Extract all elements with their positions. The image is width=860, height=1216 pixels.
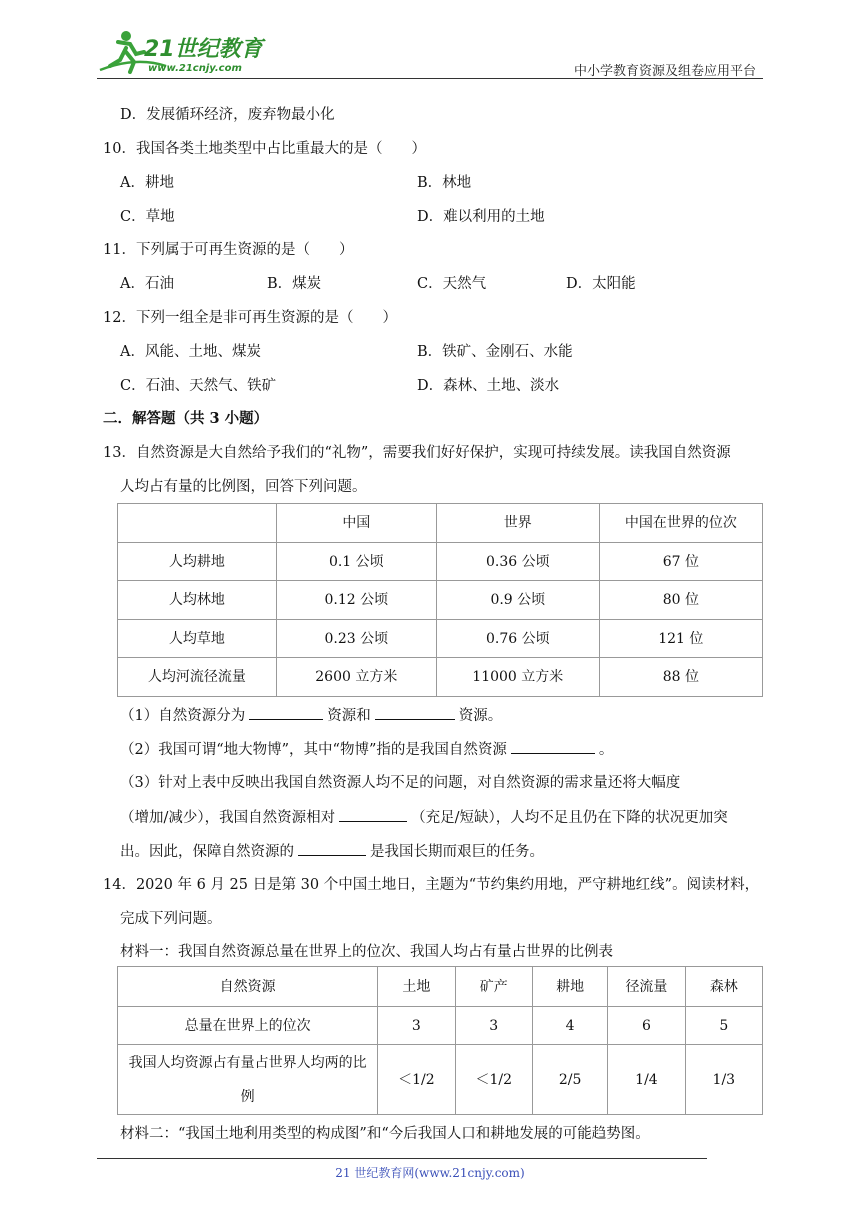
table-row xyxy=(118,1045,763,1115)
q14-stem-line1: 14．2020 年 6 月 25 日是第 30 个中国土地日，主题为“节约集约用地，严守耕地红线”。阅读材料， xyxy=(103,877,760,893)
q13-sub1-text: 资源和 xyxy=(327,708,371,724)
footer-text[interactable]: 21 世纪教育网(www.21cnjy.com) xyxy=(335,1166,525,1180)
table-cell: 0.9 公顷 xyxy=(436,581,599,620)
table-cell: 121 位 xyxy=(599,620,762,658)
q13-sub2 xyxy=(120,739,613,760)
q13-sub1 xyxy=(120,705,502,726)
table-header-cell: 径流量 xyxy=(608,967,685,1007)
answer-blank[interactable] xyxy=(249,705,323,720)
table-header-cell: 中国在世界的位次 xyxy=(599,504,762,543)
table-row xyxy=(118,543,763,581)
table-header-cell: 矿产 xyxy=(455,967,532,1007)
q11-option-a: A．石油 xyxy=(120,276,174,292)
q13-sub3-text: （增加/减少），我国自然资源相对 xyxy=(120,810,336,826)
table-cell: 0.76 公顷 xyxy=(436,620,599,658)
table-cell: 0.1 公顷 xyxy=(276,543,436,581)
table-row xyxy=(118,620,763,658)
q10-option-a: A．耕地 xyxy=(120,175,174,191)
table-cell: 80 位 xyxy=(599,581,762,620)
table-cell: 2/5 xyxy=(532,1045,607,1115)
table-row xyxy=(118,581,763,620)
answer-blank[interactable] xyxy=(511,739,595,754)
q13-table xyxy=(117,503,763,697)
q14-material-2: 材料二：“我国土地利用类型的构成图”和“今后我国人口和耕地发展的可能趋势图。 xyxy=(120,1126,650,1142)
table-cell: 人均草地 xyxy=(118,620,277,658)
table-header-cell xyxy=(118,504,277,543)
table-cell: 6 xyxy=(608,1007,685,1045)
q13-sub3-text: （充足/短缺），人均不足且仍在下降的状况更加突 xyxy=(411,810,728,826)
table-cell: 3 xyxy=(378,1007,455,1045)
q14-table xyxy=(117,966,763,1115)
table-cell: ＜1/2 xyxy=(378,1045,455,1115)
table-cell: 人均林地 xyxy=(118,581,277,620)
table-cell: 0.36 公顷 xyxy=(436,543,599,581)
q13-sub2-text: （2）我国可谓“地大物博”，其中“物博”指的是我国自然资源 xyxy=(120,742,507,758)
table-header-cell: 世界 xyxy=(436,504,599,543)
logo-url: www.21cnjy.com xyxy=(148,63,242,74)
table-cell: 0.23 公顷 xyxy=(276,620,436,658)
table-cell: ＜1/2 xyxy=(455,1045,532,1115)
q13-sub3-text: 是我国长期而艰巨的任务。 xyxy=(370,844,544,860)
table-cell: 1/3 xyxy=(685,1045,762,1115)
table-header-cell: 耕地 xyxy=(532,967,607,1007)
q10-option-c: C．草地 xyxy=(120,209,175,225)
q9-option-d: D．发展循环经济，废弃物最小化 xyxy=(120,107,335,123)
q13-sub1-text: 资源。 xyxy=(458,708,503,724)
table-cell: 总量在世界上的位次 xyxy=(118,1007,378,1045)
table-row xyxy=(118,1007,763,1045)
table-cell: 4 xyxy=(532,1007,607,1045)
answer-blank[interactable] xyxy=(375,705,455,720)
q13-sub3-text: 出。因此，保障自然资源的 xyxy=(120,844,294,860)
q10-option-d: D．难以利用的土地 xyxy=(417,209,545,225)
q12-option-b: B．铁矿、金刚石、水能 xyxy=(417,344,573,360)
table-header-cell: 森林 xyxy=(685,967,762,1007)
table-cell: 我国人均资源占有量占世界人均两的比例 xyxy=(118,1045,378,1115)
table-row xyxy=(118,658,763,697)
q13-sub1-text: （1）自然资源分为 xyxy=(120,708,246,724)
answer-blank[interactable] xyxy=(339,807,407,822)
table-header-cell: 中国 xyxy=(276,504,436,543)
q11-stem: 11．下列属于可再生资源的是（ ） xyxy=(103,242,354,258)
q12-stem: 12．下列一组全是非可再生资源的是（ ） xyxy=(103,310,397,326)
q11-option-d: D．太阳能 xyxy=(566,276,636,292)
answer-blank[interactable] xyxy=(298,841,366,856)
q12-option-a: A．风能、土地、煤炭 xyxy=(120,344,261,360)
site-logo xyxy=(96,26,266,78)
table-cell: 人均河流径流量 xyxy=(118,658,277,697)
q13-sub2-text: 。 xyxy=(598,742,614,758)
q13-sub3-line1: （3）针对上表中反映出我国自然资源人均不足的问题，对自然资源的需求量还将大幅度 xyxy=(120,775,681,791)
table-header-cell: 自然资源 xyxy=(118,967,378,1007)
table-cell: 1/4 xyxy=(608,1045,685,1115)
q11-option-c: C．天然气 xyxy=(417,276,487,292)
q12-option-c: C．石油、天然气、铁矿 xyxy=(120,378,277,394)
q10-option-b: B．林地 xyxy=(417,175,472,191)
table-header-cell: 土地 xyxy=(378,967,455,1007)
q10-stem: 10．我国各类土地类型中占比重最大的是（ ） xyxy=(103,141,426,157)
table-cell: 11000 立方米 xyxy=(436,658,599,697)
table-cell: 0.12 公顷 xyxy=(276,581,436,620)
q14-material-1: 材料一：我国自然资源总量在世界上的位次、我国人均占有量占世界的比例表 xyxy=(120,944,613,960)
table-cell: 88 位 xyxy=(599,658,762,697)
table-cell: 3 xyxy=(455,1007,532,1045)
platform-name: 中小学教育资源及组卷应用平台 xyxy=(574,64,757,79)
logo-text: 21世纪教育 xyxy=(144,37,263,62)
q12-option-d: D．森林、土地、淡水 xyxy=(417,378,560,394)
q13-sub3-line3 xyxy=(120,841,544,862)
q14-stem-line2: 完成下列问题。 xyxy=(120,911,222,927)
footer-rule xyxy=(97,1158,707,1159)
table-cell: 人均耕地 xyxy=(118,543,277,581)
table-cell: 2600 立方米 xyxy=(276,658,436,697)
header-rule xyxy=(97,78,763,79)
q13-stem-line2: 人均占有量的比例图，回答下列问题。 xyxy=(120,479,367,495)
table-cell: 5 xyxy=(685,1007,762,1045)
q13-sub3-line2 xyxy=(120,807,728,828)
q13-stem-line1: 13．自然资源是大自然给予我们的“礼物”，需要我们好好保护，实现可持续发展。读我国自然资源 xyxy=(103,445,731,461)
q11-option-b: B．煤炭 xyxy=(267,276,322,292)
section-heading: 二．解答题（共 3 小题） xyxy=(103,410,269,427)
table-cell: 67 位 xyxy=(599,543,762,581)
